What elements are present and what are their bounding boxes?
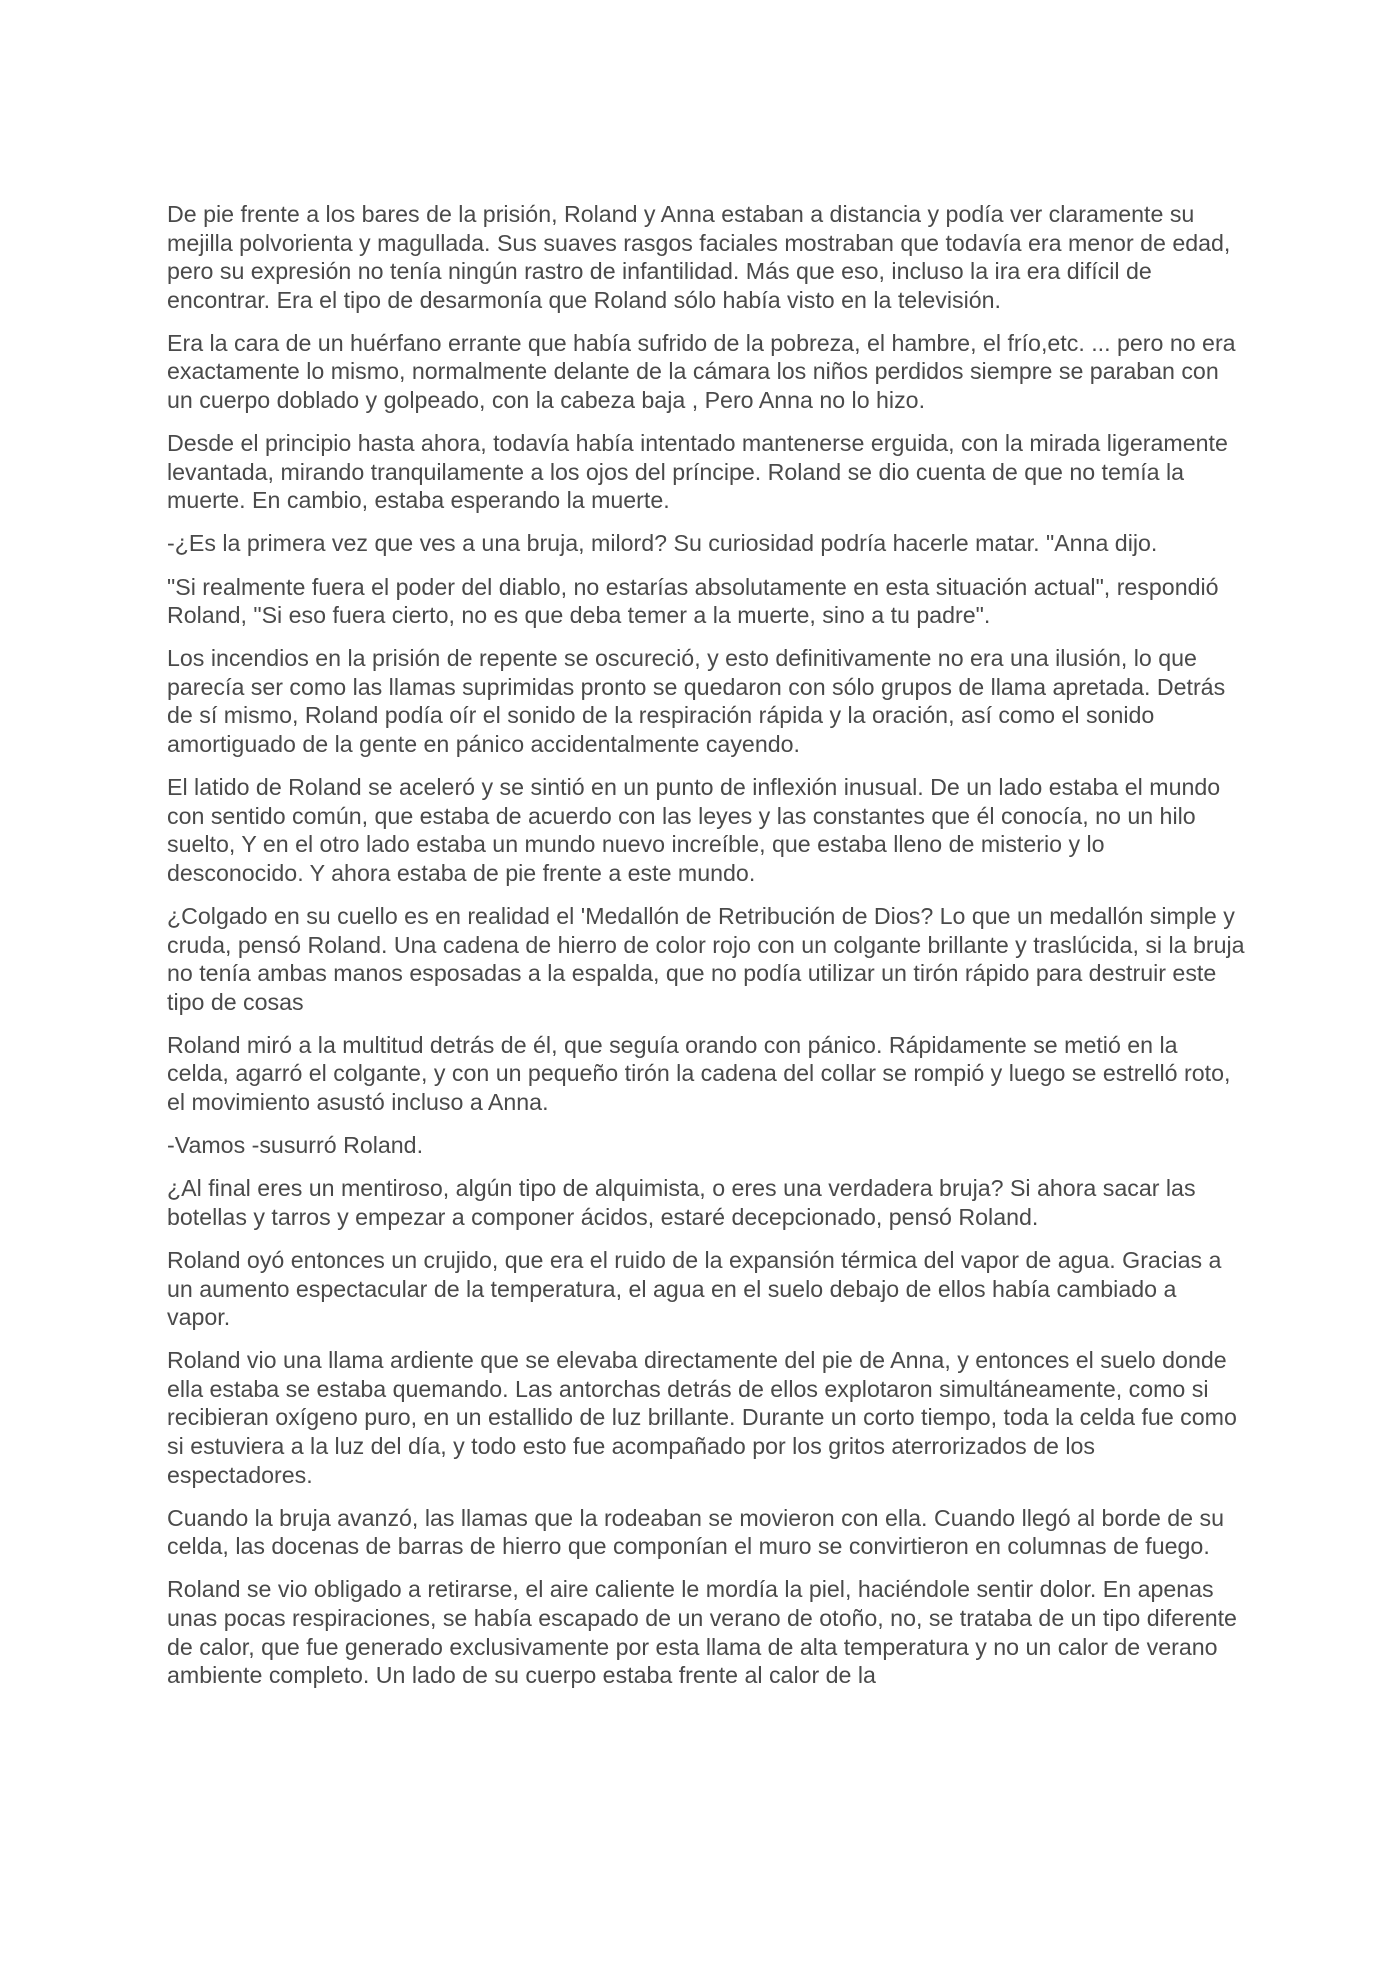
document-page: [167, 200, 1245, 1704]
paragraph-8: ¿Colgado en su cuello es en realidad el 'Medallón de Retribución de Dios? Lo que un medallón simple y cruda, pensó Roland. Una cadena de hierro de color rojo con un colgante brillante y traslúcida, si la bruja no tenía ambas manos esposadas a la espalda, que no podía utilizar un tirón rápido para destruir este tipo de cosas: [167, 902, 1245, 1015]
paragraph-12: Roland oyó entonces un crujido, que era el ruido de la expansión térmica del vapor de agua. Gracias a un aumento espectacular de la temperatura, el agua en el suelo debajo de ellos había cambiado a vapor.: [167, 1246, 1222, 1331]
paragraph-6: Los incendios en la prisión de repente se oscureció, y esto definitivamente no era una ilusión, lo que parecía ser como las llamas suprimidas pronto se quedaron con sólo grupos de llama apretada. Detrás de sí mismo, Roland podía oír el sonido de la respiración rápida y la oración, así como el sonido amortiguado de la gente en pánico accidentalmente cayendo.: [167, 645, 1226, 757]
paragraph-14: Cuando la bruja avanzó, las llamas que la rodeaban se movieron con ella. Cuando llegó al borde de su celda, las docenas de barras de hierro que componían el muro se convirtieron en columnas de fuego.: [167, 1504, 1225, 1560]
paragraph-9: Roland miró a la multitud detrás de él, que seguía orando con pánico. Rápidamente se metió en la celda, agarró el colgante, y con un pequeño tirón la cadena del collar se rompió y luego se estrelló roto, el movimiento asustó incluso a Anna.: [167, 1031, 1231, 1116]
paragraph-13: Roland vio una llama ardiente que se elevaba directamente del pie de Anna, y entonces el suelo donde ella estaba se estaba quemando. Las antorchas detrás de ellos explotaron simultáneamente, como si recibieran oxígeno puro, en un estallido de luz brillante. Durante un corto tiempo, toda la celda fue como si estuviera a la luz del día, y todo esto fue acompañado por los gritos aterrorizados de los espectadores.: [167, 1347, 1237, 1488]
paragraph-1: De pie frente a los bares de la prisión, Roland y Anna estaban a distancia y podía ver claramente su mejilla polvorienta y magullada. Sus suaves rasgos faciales mostraban que todavía era menor de edad, pero su expresión no tenía ningún rastro de infantilidad. Más que eso, incluso la ira era difícil de encontrar. Era el tipo de desarmonía que Roland sólo había visto en la televisión.: [167, 201, 1231, 313]
paragraph-15: Roland se vio obligado a retirarse, el aire caliente le mordía la piel, haciéndole sentir dolor. En apenas unas pocas respiraciones, se había escapado de un verano de otoño, no, se trataba de un tipo diferente de calor, que fue generado exclusivamente por esta llama de alta temperatura y no un calor de verano ambiente completo. Un lado de su cuerpo estaba frente al calor de la: [167, 1576, 1237, 1689]
paragraph-3: Desde el principio hasta ahora, todavía había intentado mantenerse erguida, con la mirada ligeramente levantada, mirando tranquilamente a los ojos del príncipe. Roland se dio cuenta de que no temía la muerte. En cambio, estaba esperando la muerte.: [167, 430, 1228, 514]
paragraph-5: "Si realmente fuera el poder del diablo, no estarías absolutamente en esta situación actual", respondió Roland, "Si eso fuera cierto, no es que deba temer a la muerte, sino a tu padre".: [167, 573, 1219, 629]
paragraph-11: ¿Al final eres un mentiroso, algún tipo de alquimista, o eres una verdadera bruja? Si ahora sacar las botellas y tarros y empezar a componer ácidos, estaré decepcionado, pensó Roland.: [167, 1175, 1196, 1230]
paragraph-7: El latido de Roland se aceleró y se sintió en un punto de inflexión inusual. De un lado estaba el mundo con sentido común, que estaba de acuerdo con las leyes y las constantes que él conocía, no un hilo suelto, Y en el otro lado estaba un mundo nuevo increíble, que estaba lleno de misterio y lo desconocido. Y ahora estaba de pie frente a este mundo.: [167, 774, 1221, 886]
paragraph-4: -¿Es la primera vez que ves a una bruja, milord? Su curiosidad podría hacerle matar. "Anna dijo.: [167, 530, 1158, 557]
paragraph-10: -Vamos -susurró Roland.: [167, 1132, 424, 1159]
paragraph-2: Era la cara de un huérfano errante que había sufrido de la pobreza, el hambre, el frío,etc. ... pero no era exactamente lo mismo, normalmente delante de la cámara los niños perdidos siempre se paraban con un cuerpo doblado y golpeado, con la cabeza baja , Pero Anna no lo hizo.: [167, 329, 1236, 414]
